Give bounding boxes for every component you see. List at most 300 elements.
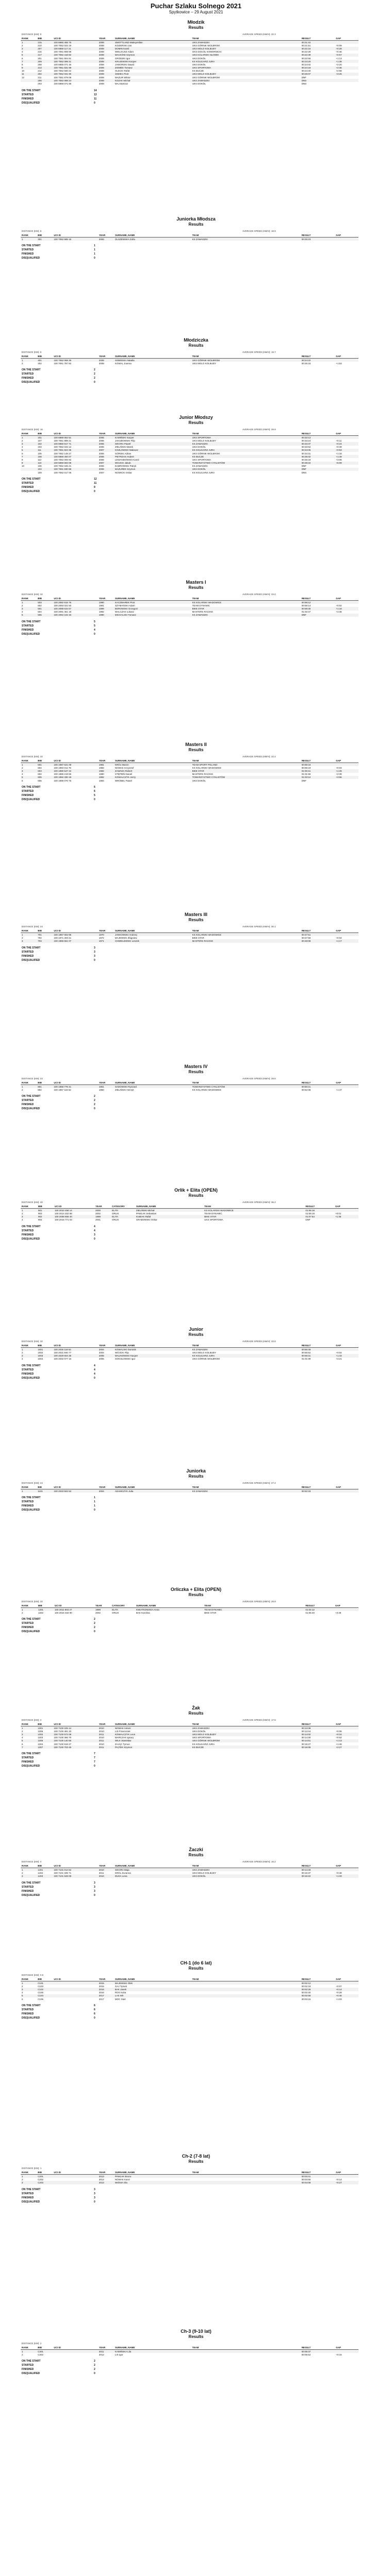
table-cell: 100 7100 481 33 xyxy=(54,1730,72,1733)
race-stats xyxy=(22,244,392,260)
table-cell: 100 7100 703 45 xyxy=(53,1745,97,1749)
column-header: RANK xyxy=(21,1864,37,1868)
race-info xyxy=(0,924,392,929)
table-cell: 1003 xyxy=(37,1354,53,1357)
table-header-row xyxy=(21,432,358,436)
results-section xyxy=(0,1064,392,1111)
table-cell: +1:49 xyxy=(336,1742,342,1745)
table-cell: TEAM DYNAMIC xyxy=(203,1608,304,1612)
table-row xyxy=(21,763,358,767)
avg-speed-label: AVERAGE SPEED (KM/H): 16.2 xyxy=(242,1860,276,1863)
section-subtitle: Results xyxy=(188,1592,204,1597)
race-stats xyxy=(22,1496,392,1512)
table-cell: TOWARZYSTWO CYKLISTÓW xyxy=(191,462,301,465)
table-cell: +1:18 xyxy=(335,607,358,610)
table-cell: 703 xyxy=(37,939,53,942)
section-title: Junior Młodszy xyxy=(179,415,213,420)
column-header: TEAM xyxy=(191,759,301,763)
stat-label: STARTED xyxy=(22,950,34,954)
table-cell: 01:02:47 xyxy=(301,611,311,614)
section-title: Orliczka + Elita (OPEN) xyxy=(170,1587,222,1592)
table-cell: ZIELIŃSKI Michał xyxy=(135,1209,203,1212)
stat-label: STARTED xyxy=(22,1500,34,1504)
table-cell: UKS DOKÓŁ xyxy=(192,82,206,86)
table-cell: 104 xyxy=(37,468,53,471)
table-cell: ORLIK xyxy=(111,1611,119,1614)
stat-label: STARTED xyxy=(22,372,34,376)
table-cell: C104 xyxy=(37,1994,53,1997)
stat-value: 2 xyxy=(94,1622,95,1625)
column-header: BIB xyxy=(37,1864,53,1868)
table-cell: 1001 xyxy=(37,1348,53,1351)
table-header-row xyxy=(21,233,358,238)
table-cell: 01:01:09 xyxy=(301,1358,311,1361)
table-cell: UKS GÓRNIK WOLBROM xyxy=(192,452,220,455)
stat-row xyxy=(22,380,392,384)
table-cell: 100 7062 500 22 xyxy=(54,70,72,73)
stat-label: ON THE START xyxy=(22,1618,41,1621)
table-cell: 5 xyxy=(21,449,37,452)
stat-row xyxy=(22,1889,392,1893)
table-cell: KS BUCZE xyxy=(191,1745,301,1749)
column-header: BIB xyxy=(37,233,53,238)
table-cell: 2014 xyxy=(99,2178,104,2181)
table-cell: 3 xyxy=(21,1874,37,1877)
column-header: RESULT xyxy=(301,1081,335,1085)
table-cell: 2011 xyxy=(98,2350,114,2353)
distance-label: DISTANCE (KM): 24 xyxy=(22,1077,43,1080)
stat-label: ON THE START xyxy=(22,478,41,481)
table-cell: 00:47:55 xyxy=(301,936,311,939)
table-cell: 01:06:19 xyxy=(305,1212,315,1215)
table-cell: 2008 xyxy=(99,63,104,66)
table-cell: KS KOLARSKI WADOWICE xyxy=(203,1209,304,1212)
table-cell: DNS xyxy=(301,79,335,82)
table-cell: GRODZKI Igor xyxy=(115,57,130,60)
results-table xyxy=(21,1344,358,1361)
stat-row xyxy=(22,1103,392,1107)
stat-label: ON THE START xyxy=(22,2004,41,2008)
column-header: TEAM xyxy=(191,2346,301,2350)
table-cell: +0:53 xyxy=(335,449,358,452)
column-header: SURNAME, NAME xyxy=(114,759,191,763)
column-header: RANK xyxy=(21,597,37,601)
results-section xyxy=(0,1327,392,1380)
column-header: BIB xyxy=(37,354,53,359)
table-cell: 100 7100 140 56 xyxy=(53,1739,97,1742)
stat-value: 4 xyxy=(94,1364,95,1367)
column-header: YEAR xyxy=(98,432,114,436)
table-cell: KOWALCZYK Leon xyxy=(114,1733,191,1736)
stat-value: 5 xyxy=(94,620,95,623)
table-cell: ELITA xyxy=(111,1215,135,1218)
stat-value: 12 xyxy=(94,478,97,481)
table-cell: UKS ZAWADZKI xyxy=(191,79,301,82)
table-cell: 00:50:21 xyxy=(301,1085,335,1089)
table-cell: 2015 xyxy=(99,1985,104,1988)
stat-label: ON THE START xyxy=(22,1752,41,1756)
avg-speed-label: AVERAGE SPEED (KM/H): 36.2 xyxy=(242,1201,276,1204)
stat-row xyxy=(22,628,392,632)
distance-label: DISTANCE (KM): 32 xyxy=(22,1340,43,1343)
table-cell: 6 xyxy=(22,1742,23,1745)
table-cell: 1 xyxy=(21,436,37,439)
table-cell: 1999 xyxy=(94,1608,111,1612)
table-cell: 5 xyxy=(21,614,37,617)
table-cell: 1 xyxy=(21,1726,37,1730)
table-cell: 00:56:48 xyxy=(301,1348,335,1351)
table-cell: +1:25 xyxy=(335,769,358,772)
results-table xyxy=(21,1604,358,1614)
table-header-row xyxy=(21,1081,358,1085)
results-table xyxy=(21,2346,358,2356)
table-cell: DNF xyxy=(301,468,335,471)
table-cell: KS KOLARSKI WADOWICE xyxy=(191,601,301,604)
race-stats xyxy=(22,620,392,636)
table-cell: ZIELIŃSKI Henryk xyxy=(115,1088,134,1091)
table-cell: 1 xyxy=(21,238,37,241)
results-section xyxy=(0,742,392,802)
stat-value: 6 xyxy=(94,2004,95,2008)
stat-row xyxy=(22,368,392,372)
table-cell: SADOWSKI Ryszard xyxy=(114,1085,191,1089)
table-cell: KS ZAWADZKI xyxy=(191,1489,301,1493)
table-cell: 100 6960 917 71 xyxy=(53,442,97,445)
column-header: GAP xyxy=(335,1081,358,1085)
column-header: BIB xyxy=(37,432,53,436)
column-header: SURNAME, NAME xyxy=(114,597,191,601)
table-header-row xyxy=(21,929,358,933)
table-cell: 2 xyxy=(22,766,23,769)
table-cell xyxy=(21,82,37,85)
table-cell: 100 7062 006 92 xyxy=(54,458,72,461)
table-cell: 100 2008 655 40 xyxy=(54,1215,94,1218)
table-cell: 100 2091 451 18 xyxy=(54,611,72,614)
section-title: Juniorka xyxy=(186,1468,206,1473)
stat-value: 2 xyxy=(94,2368,95,2371)
avg-speed-label: AVERAGE SPEED (KM/H): 19.7 xyxy=(242,351,276,353)
column-header: YEAR xyxy=(98,1977,114,1981)
table-row xyxy=(21,82,358,85)
stat-label: DISQUALIFIED xyxy=(22,1630,40,1634)
race-stats xyxy=(22,1094,392,1111)
table-cell: 01:00:41 xyxy=(301,769,335,772)
table-cell: +0:06 xyxy=(336,1730,342,1733)
table-cell: 401 xyxy=(37,359,53,362)
table-cell: 01:01:55 xyxy=(301,773,311,776)
stat-value: 6 xyxy=(94,2012,95,2016)
column-header: RANK xyxy=(21,1205,37,1209)
table-cell: 109 xyxy=(38,471,42,474)
section-title: Żak xyxy=(192,1705,200,1710)
table-cell: KOZŁOWSKI Mateusz xyxy=(114,449,191,452)
table-row xyxy=(21,41,358,44)
table-cell: 604 xyxy=(38,766,42,769)
results-table xyxy=(21,1722,358,1749)
table-row xyxy=(21,1997,358,2001)
table-cell: 2 xyxy=(22,439,23,442)
distance-label: DISTANCE (KM): 24 xyxy=(22,1482,43,1484)
column-header: TEAM xyxy=(191,1864,301,1868)
table-cell: UKS DOKÓŁ xyxy=(191,1874,301,1877)
table-cell: 3 xyxy=(21,2181,37,2184)
table-cell: 00:02:58 xyxy=(301,1994,335,1997)
column-header: RANK xyxy=(21,1604,37,1608)
column-header: YEAR xyxy=(98,1485,114,1489)
column-header: UCI ID xyxy=(54,1604,94,1608)
race-info xyxy=(0,1076,392,1081)
column-header: BIB xyxy=(37,2171,53,2175)
table-cell: 100 7062 068 36 xyxy=(53,359,97,362)
table-cell: 2008 xyxy=(98,60,114,63)
section-subtitle: Results xyxy=(188,1332,204,1337)
stat-label: DISQUALIFIED xyxy=(22,1893,40,1897)
column-header: SURNAME, NAME xyxy=(114,929,191,933)
table-cell: 00:52:08 xyxy=(301,1088,311,1091)
table-cell: 100 2088 634 57 xyxy=(53,607,97,610)
table-cell: 00:02:26 xyxy=(301,1988,335,1991)
table-cell: 100 6960 455 75 xyxy=(53,41,97,44)
column-header: UCI ID xyxy=(53,233,97,238)
column-header: YEAR xyxy=(98,597,114,601)
table-cell: UKS MOLO KOLBUDY xyxy=(191,73,301,76)
column-header: GAP xyxy=(335,2171,358,2175)
column-header: SURNAME, NAME xyxy=(114,1485,191,1489)
stat-label: ON THE START xyxy=(22,1881,41,1885)
stat-value: 0 xyxy=(94,798,95,802)
stat-row xyxy=(22,485,392,489)
avg-speed-label: AVERAGE SPEED (KM/H): 30.1 xyxy=(242,925,276,928)
column-header: RESULT xyxy=(301,1977,335,1981)
table-cell: 00:25:07 xyxy=(301,73,335,76)
stat-value: 3 xyxy=(94,2188,95,2191)
column-header: SURNAME, NAME xyxy=(114,37,191,41)
results-table xyxy=(21,354,358,365)
table-cell: UKS SPORTOWA xyxy=(192,458,211,461)
table-cell: 100 7101 339 71 xyxy=(54,1871,72,1874)
stat-label: STARTED xyxy=(22,2192,34,2195)
stat-label: DISQUALIFIED xyxy=(22,490,40,494)
table-cell: C102 xyxy=(37,1988,53,1991)
table-cell: KRÓL Marcin xyxy=(114,763,191,767)
table-cell: 1301 xyxy=(37,1726,53,1730)
stat-value: 3 xyxy=(94,2196,95,2199)
table-cell: 7 xyxy=(21,60,37,63)
table-cell: +0:46 xyxy=(335,1994,358,1997)
table-cell: 100 7061 989 21 xyxy=(54,439,72,442)
table-cell: 203 xyxy=(38,82,42,86)
stat-label: FINISHED xyxy=(22,1504,34,1508)
column-header: GAP xyxy=(335,1344,358,1348)
table-cell: UKS ZAWADZKI xyxy=(191,1726,301,1730)
avg-speed-label: AVERAGE SPEED (KM/H): 22.3 xyxy=(242,33,276,36)
table-cell xyxy=(53,1981,97,1985)
race-stats xyxy=(22,477,392,494)
column-header: SURNAME, NAME xyxy=(114,1864,191,1868)
table-cell: SMOTTLAND Maksymilian xyxy=(114,41,191,44)
table-row xyxy=(21,1348,358,1351)
column-header: GAP xyxy=(335,432,358,436)
stat-label: STARTED xyxy=(22,1229,34,1232)
table-header-row xyxy=(21,759,358,763)
table-cell: GÓRSKI Adrian xyxy=(115,452,132,455)
table-cell: UKS ZAWADZKI xyxy=(191,1868,301,1872)
column-header: YEAR xyxy=(98,37,114,41)
table-cell: 100 7062 031 90 xyxy=(53,73,97,76)
table-cell: JAKUBOWSKI Filip xyxy=(115,439,135,442)
table-cell xyxy=(191,2175,301,2178)
stat-value: 3 xyxy=(94,1885,95,1889)
table-cell: 3 xyxy=(21,1215,37,1218)
stat-row xyxy=(22,624,392,628)
table-cell: UKS GÓRNIK WOLBROM xyxy=(191,359,301,362)
section-subtitle: Results xyxy=(188,420,204,425)
table-cell: C201 xyxy=(37,2175,53,2178)
table-cell: 3 xyxy=(21,1988,37,1991)
table-cell: 201 xyxy=(38,57,42,60)
section-subtitle: Results xyxy=(188,585,204,590)
table-cell xyxy=(53,2350,97,2353)
table-cell: 1982 xyxy=(98,769,114,772)
stat-row xyxy=(22,376,392,380)
distance-label: DISTANCE (KM): 8 xyxy=(22,33,42,36)
table-cell: UKS ZAWADZKI xyxy=(191,41,301,44)
table-header-row xyxy=(21,1485,358,1489)
stat-label: FINISHED xyxy=(22,794,34,798)
column-header: UCI ID xyxy=(54,1205,94,1209)
column-header: TEAM xyxy=(191,233,301,238)
table-cell: 2007 xyxy=(98,449,114,452)
table-cell: 3 xyxy=(21,607,37,610)
stat-value: 1 xyxy=(94,1500,95,1504)
table-cell: 00:22:10 xyxy=(301,47,335,50)
stat-row xyxy=(22,2196,392,2200)
stat-label: DISQUALIFIED xyxy=(22,798,40,802)
column-header: UCI ID xyxy=(53,432,97,436)
table-cell: 4 xyxy=(22,1218,23,1222)
table-cell: ZIELIŃSKI Marek xyxy=(115,446,133,449)
table-cell: KWIATKOWSKA Anna xyxy=(135,1608,203,1612)
table-cell: 00:38:22 xyxy=(301,462,335,465)
stat-value: 3 xyxy=(94,946,95,950)
table-header-row xyxy=(21,1604,358,1608)
table-cell xyxy=(334,1218,358,1222)
table-cell: MARCZAK Ignacy xyxy=(115,1736,134,1739)
table-cell: 00:06:52 xyxy=(301,2353,311,2356)
table-cell: 00:58:31 xyxy=(301,1354,335,1357)
stat-label: FINISHED xyxy=(22,2196,34,2199)
table-cell: KACZMAREK Piotr xyxy=(114,601,191,604)
results-section xyxy=(0,1705,392,1768)
table-header-row xyxy=(21,1205,358,1209)
column-header: SURNAME, NAME xyxy=(114,354,191,359)
table-cell: TEAM DYNAMIC xyxy=(204,1212,222,1215)
table-cell: +5:09 xyxy=(335,462,358,465)
table-cell: 2010 xyxy=(98,1868,114,1872)
column-header: YEAR xyxy=(98,1344,114,1348)
table-cell: STĘPIEŃ Daniel xyxy=(115,773,133,776)
race-stats xyxy=(22,2188,392,2204)
table-cell: UKS GÓRNIK WOLBROM xyxy=(191,1739,301,1742)
table-cell xyxy=(335,601,358,604)
column-header: TEAM xyxy=(191,1081,301,1085)
table-cell: OLECKI Rafał xyxy=(115,70,130,73)
stat-label: ON THE START xyxy=(22,946,41,950)
stat-value: 1 xyxy=(94,1496,95,1500)
table-cell: 6 xyxy=(22,1997,23,2001)
race-stats xyxy=(22,1364,392,1380)
column-header: TEAM xyxy=(191,354,301,359)
stat-row xyxy=(22,1376,392,1380)
table-cell: C106 xyxy=(38,1997,43,2001)
table-cell: +0:15 xyxy=(336,2353,342,2356)
table-cell: 4 xyxy=(22,773,23,776)
section-subtitle: Results xyxy=(188,1966,204,1971)
section-subtitle: Results xyxy=(188,1193,204,1198)
stat-label: DISQUALIFIED xyxy=(22,958,40,962)
table-cell: 00:14:02 xyxy=(301,1733,335,1736)
table-cell: 1 xyxy=(21,2175,37,2178)
table-cell: +0:07 xyxy=(336,1985,342,1988)
table-cell: 00:47:51 xyxy=(301,933,335,937)
section-title: Ch-3 (9-10 lat) xyxy=(181,2329,211,2334)
table-cell: 00:03:15 xyxy=(301,1997,311,2001)
table-cell: +1:47 xyxy=(336,1088,342,1091)
stat-row xyxy=(22,1372,392,1376)
results-table xyxy=(21,1977,358,2001)
column-header: TEAM xyxy=(191,37,301,41)
table-cell: 01:06:18 xyxy=(304,1209,334,1212)
table-cell: 100 1957 115 62 xyxy=(54,1088,71,1091)
event-subtitle: Spytkowice – 29 August 2021 xyxy=(169,10,223,14)
stat-value: 4 xyxy=(94,1368,95,1371)
section-subtitle: Results xyxy=(188,1711,204,1716)
column-header: UCI ID xyxy=(53,37,97,41)
results-section xyxy=(0,415,392,494)
table-cell: 2006 xyxy=(99,458,104,461)
stat-label: STARTED xyxy=(22,2364,34,2367)
stat-label: FINISHED xyxy=(22,628,34,632)
table-cell: TEAM SPORT POLAND xyxy=(191,763,301,767)
column-header: RESULT xyxy=(301,1485,335,1489)
stat-row xyxy=(22,1225,392,1229)
stat-label: ON THE START xyxy=(22,1225,41,1228)
table-cell: KS KOLEJARZ JURA xyxy=(191,1354,301,1357)
table-cell: 00:13:44 xyxy=(301,1730,311,1733)
avg-speed-label: AVERAGE SPEED (KM/H): 32.4 xyxy=(242,755,276,758)
stat-value: 3 xyxy=(94,1881,95,1885)
distance-label: DISTANCE (KM): 24 xyxy=(22,925,43,928)
table-row xyxy=(21,939,358,942)
column-header: RANK xyxy=(21,2171,37,2175)
table-cell: UKS DOKÓŁ xyxy=(192,57,206,60)
column-header: RESULT xyxy=(304,1604,334,1608)
stat-row xyxy=(22,958,392,962)
stat-label: STARTED xyxy=(22,790,34,793)
table-cell: 00:58:14 xyxy=(301,604,311,607)
column-header: YEAR xyxy=(98,2346,114,2350)
table-cell: 901 xyxy=(37,1209,54,1212)
column-header: BIB xyxy=(37,2346,53,2350)
stat-value: 0 xyxy=(94,2016,95,2020)
stat-row xyxy=(22,489,392,494)
table-cell: 2008 xyxy=(98,54,114,57)
column-header: GAP xyxy=(335,1864,358,1868)
column-header: RANK xyxy=(21,759,37,763)
table-cell: 1304 xyxy=(38,1742,43,1745)
avg-speed-label: AVERAGE SPEED (KM/H): 27.4 xyxy=(242,1482,276,1484)
stat-label: DISQUALIFIED xyxy=(22,632,40,636)
